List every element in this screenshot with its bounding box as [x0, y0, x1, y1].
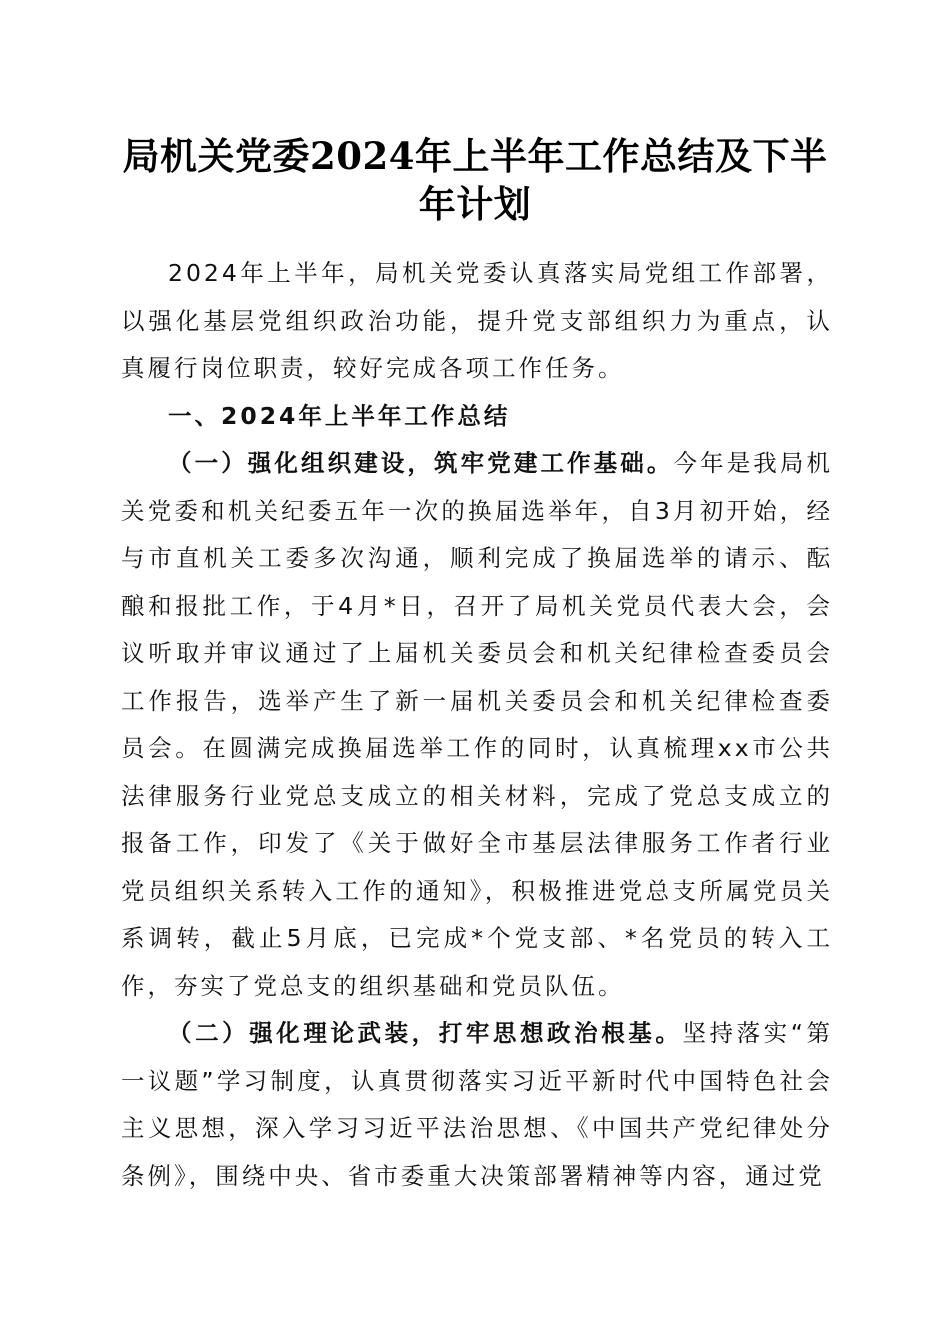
- item-2-text: 坚持落实“第一议题”学习制度，认真贯彻落实习近平新时代中国特色社会主义思想，深入学习习近平法治思想、《中国共产党纪律处分条例》，围绕中央、省市委重大决策部署精神等内容，通过党: [121, 1019, 833, 1190]
- item-2-lead: （二）强化理论武装，打牢思想政治根基。: [168, 1019, 683, 1047]
- section-heading: 一、2024年上半年工作总结: [168, 401, 511, 430]
- document-title: 局机关党委2024年上半年工作总结及下半年计划: [122, 134, 828, 226]
- intro-paragraph: 2024年上半年，局机关党委认真落实局党组工作部署，以强化基层党组织政治功能，提升党支部组织力为重点，认真履行岗位职责，较好完成各项工作任务。: [121, 259, 833, 382]
- item-1-lead: （一）强化组织建设，筑牢党建工作基础。: [168, 449, 674, 477]
- item-1-paragraph: [121, 440, 833, 1010]
- document-body: [121, 250, 833, 1200]
- item-1-text: 今年是我局机关党委和机关纪委五年一次的换届选举年，自3月初开始，经与市直机关工委多次沟通，顺利完成了换届选举的请示、酝酿和报批工作，于4月*日，召开了局机关党员代表大会，会议听取并审议通过了上届机关委员会和机关纪律检查委员会工作报告，选举产生了新一届机关委员会和机关纪律检查委员会。在圆满完成换届选举工作的同时，认真梳理xx市公共法律服务行业党总支成立的相关材料，完成了党总支成立的报备工作，印发了《关于做好全市基层法律服务工作者行业党员组织关系转入工作的通知》，积极推进党总支所属党员关系调转，截止5月底，已完成*个党支部、*名党员的转入工作，夯实了党总支的组织基础和党员队伍。: [121, 449, 834, 1000]
- item-2-paragraph: [121, 1010, 833, 1200]
